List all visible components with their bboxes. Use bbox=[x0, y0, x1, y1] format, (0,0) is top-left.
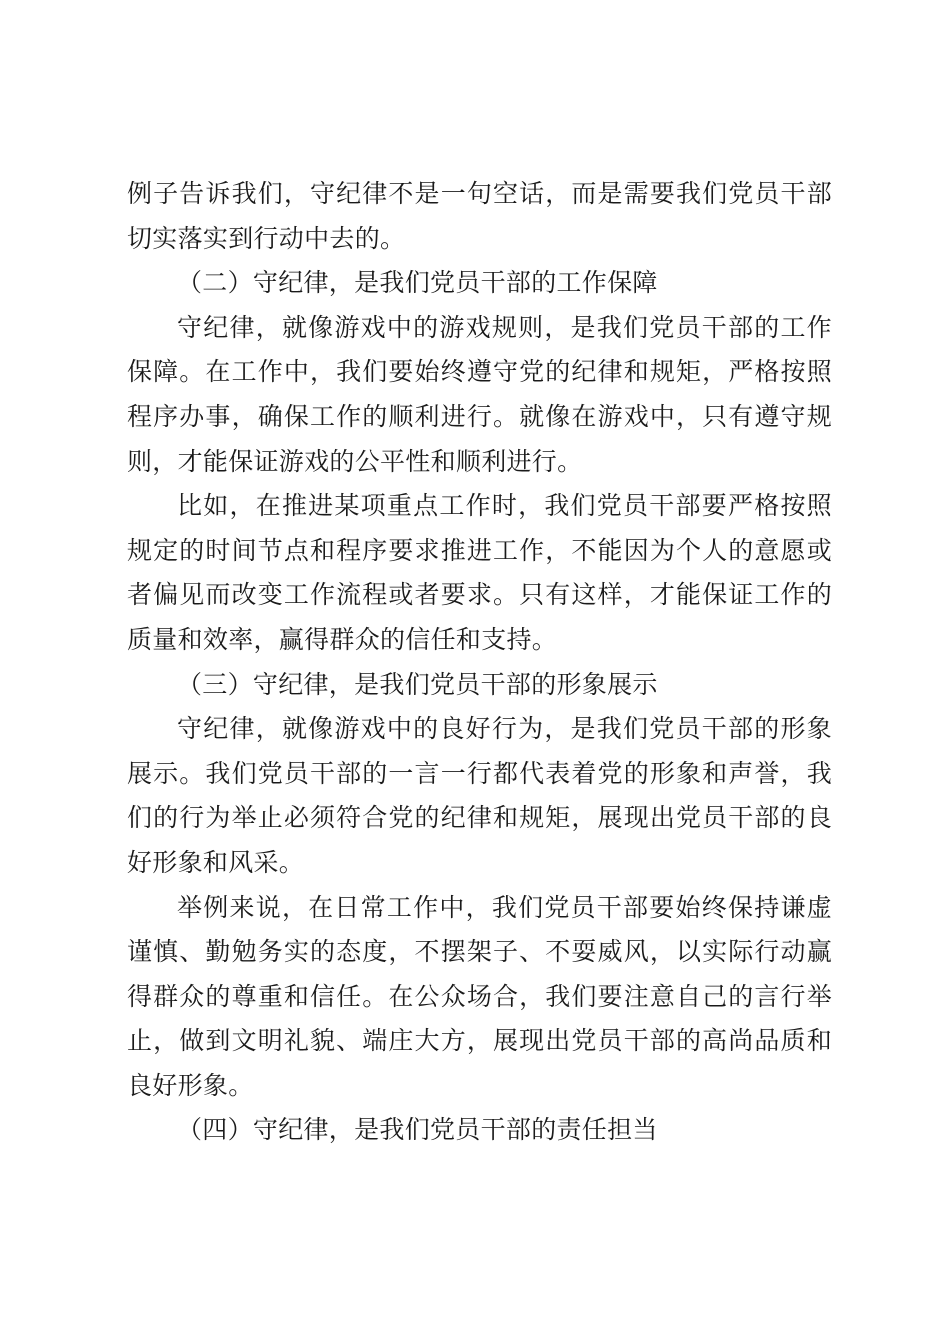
section-heading-2: （二）守纪律，是我们党员干部的工作保障 bbox=[177, 268, 658, 298]
section-heading-3: （三）守纪律，是我们党员干部的形象展示 bbox=[177, 669, 658, 699]
paragraph-continuation: 例子告诉我们，守纪律不是一句空话，而是需要我们党员干部切实落实到行动中去的。 bbox=[127, 179, 832, 253]
paragraph-image-display: 守纪律，就像游戏中的良好行为，是我们党员干部的形象展示。我们党员干部的一言一行都代表着党的形象和声誉，我们的行为举止必须符合党的纪律和规矩，展现出党员干部的良好形象和风采。 bbox=[127, 714, 832, 877]
section-heading-4: （四）守纪律，是我们党员干部的责任担当 bbox=[177, 1115, 658, 1145]
paragraph-image-example: 举例来说，在日常工作中，我们党员干部要始终保持谦虚谨慎、勤勉务实的态度，不摆架子、不耍威风，以实际行动赢得群众的尊重和信任。在公众场合，我们要注意自己的言行举止，做到文明礼貌、端庄大方，展现出党员干部的高尚品质和良好形象。 bbox=[127, 892, 832, 1100]
paragraph-work-guarantee: 守纪律，就像游戏中的游戏规则，是我们党员干部的工作保障。在工作中，我们要始终遵守党的纪律和规矩，严格按照程序办事，确保工作的顺利进行。就像在游戏中，只有遵守规则，才能保证游戏的公平性和顺利进行。 bbox=[127, 312, 832, 476]
paragraph-work-example: 比如，在推进某项重点工作时，我们党员干部要严格按照规定的时间节点和程序要求推进工作，不能因为个人的意愿或者偏见而改变工作流程或者要求。只有这样，才能保证工作的质量和效率，赢得群众的信任和支持。 bbox=[127, 491, 832, 654]
document-page bbox=[127, 172, 832, 1153]
